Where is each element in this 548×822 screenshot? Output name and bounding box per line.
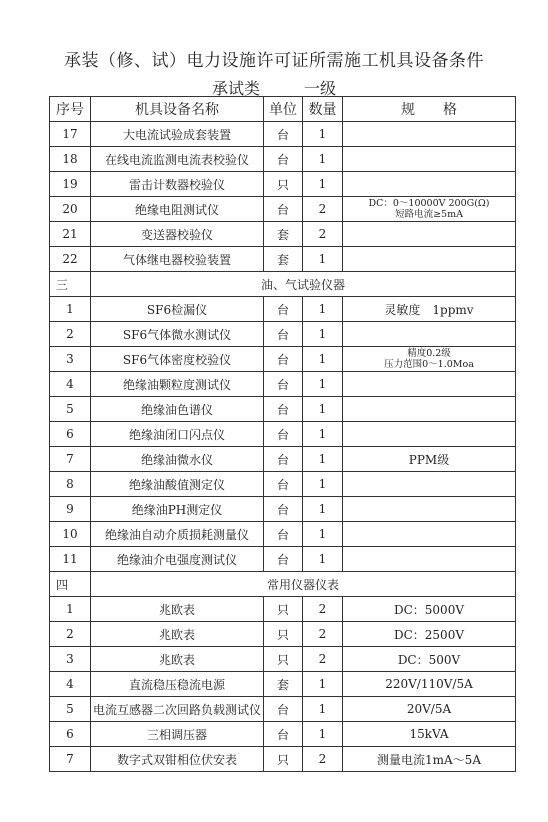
cell-spec <box>343 347 516 372</box>
cell-name: 绝缘油闭口闪点仪 <box>91 422 264 447</box>
header-qty: 数量 <box>303 97 343 122</box>
table-row <box>50 147 516 172</box>
cell-no: 4 <box>50 672 91 697</box>
cell-unit: 台 <box>264 722 303 747</box>
table-row <box>50 172 516 197</box>
spec-line: 精度0.2级 <box>407 348 451 359</box>
cell-unit: 只 <box>264 622 303 647</box>
cell-no: 3 <box>50 347 91 372</box>
cell-spec <box>343 472 516 497</box>
cell-name: SF6检漏仪 <box>91 297 264 322</box>
cell-no: 6 <box>50 722 91 747</box>
cell-name: 大电流试验成套装置 <box>91 122 264 147</box>
table-row <box>50 472 516 497</box>
section-title: 油、气试验仪器 <box>91 272 516 297</box>
cell-no: 1 <box>50 297 91 322</box>
cell-spec <box>343 422 516 447</box>
cell-no: 9 <box>50 497 91 522</box>
cell-unit: 台 <box>264 497 303 522</box>
table-row <box>50 697 516 722</box>
cell-name: 电流互感器二次回路负载测试仪 <box>91 697 264 722</box>
cell-name: 直流稳压稳流电源 <box>91 672 264 697</box>
cell-qty: 1 <box>303 247 343 272</box>
table-row <box>50 122 516 147</box>
cell-no: 21 <box>50 222 91 247</box>
cell-name: 气体继电器校验装置 <box>91 247 264 272</box>
cell-no: 11 <box>50 547 91 572</box>
cell-name: 绝缘油介电强度测试仪 <box>91 547 264 572</box>
table-row <box>50 647 516 672</box>
table-row <box>50 422 516 447</box>
cell-spec <box>343 722 516 747</box>
cell-unit: 台 <box>264 147 303 172</box>
cell-unit: 套 <box>264 672 303 697</box>
cell-unit: 台 <box>264 522 303 547</box>
cell-no: 20 <box>50 197 91 222</box>
spec-line: DC：500V <box>397 652 461 667</box>
header-name: 机具设备名称 <box>91 97 264 122</box>
cell-qty: 1 <box>303 347 343 372</box>
spec-line: PPM级 <box>408 452 450 467</box>
spec-line: 压力范围0～1.0Moa <box>384 359 474 370</box>
cell-qty: 1 <box>303 722 343 747</box>
spec-line: 20V/5A <box>406 702 452 716</box>
spec-line: 测量电流1mA～5A <box>377 752 481 767</box>
cell-no: 5 <box>50 397 91 422</box>
cell-no: 4 <box>50 372 91 397</box>
cell-name: 兆欧表 <box>91 597 264 622</box>
cell-qty: 1 <box>303 172 343 197</box>
cell-qty: 1 <box>303 672 343 697</box>
cell-unit: 套 <box>264 222 303 247</box>
cell-spec <box>343 172 516 197</box>
cell-qty: 1 <box>303 422 343 447</box>
cell-unit: 只 <box>264 597 303 622</box>
cell-qty: 2 <box>303 597 343 622</box>
table-row <box>50 597 516 622</box>
level-label: 一级 <box>304 79 337 98</box>
cell-unit: 台 <box>264 322 303 347</box>
cell-qty: 2 <box>303 622 343 647</box>
table-row <box>50 622 516 647</box>
cell-name: 三相调压器 <box>91 722 264 747</box>
cell-no: 5 <box>50 697 91 722</box>
cell-unit: 台 <box>264 547 303 572</box>
table-section-row <box>50 272 516 297</box>
cell-qty: 1 <box>303 372 343 397</box>
table-section-row <box>50 572 516 597</box>
cell-name: 绝缘油酸值测定仪 <box>91 472 264 497</box>
table-row <box>50 522 516 547</box>
cell-qty: 2 <box>303 647 343 672</box>
cell-qty: 2 <box>303 197 343 222</box>
table-row <box>50 222 516 247</box>
cell-unit: 台 <box>264 422 303 447</box>
cell-qty: 1 <box>303 122 343 147</box>
cell-qty: 1 <box>303 697 343 722</box>
cell-spec <box>343 647 516 672</box>
section-number: 四 <box>50 572 91 597</box>
cell-spec <box>343 697 516 722</box>
table-row <box>50 497 516 522</box>
cell-qty: 2 <box>303 222 343 247</box>
table-row <box>50 322 516 347</box>
table-row <box>50 722 516 747</box>
cell-unit: 台 <box>264 472 303 497</box>
cell-unit: 台 <box>264 197 303 222</box>
cell-no: 18 <box>50 147 91 172</box>
header-spec: 规 格 <box>343 97 516 122</box>
cell-unit: 只 <box>264 647 303 672</box>
cell-spec <box>343 672 516 697</box>
cell-no: 7 <box>50 747 91 772</box>
cell-no: 6 <box>50 422 91 447</box>
cell-qty: 1 <box>303 497 343 522</box>
cell-name: 数字式双钳相位伏安表 <box>91 747 264 772</box>
cell-unit: 台 <box>264 297 303 322</box>
table-row <box>50 747 516 772</box>
cell-name: 雷击计数器校验仪 <box>91 172 264 197</box>
cell-qty: 1 <box>303 472 343 497</box>
section-title: 常用仪器仪表 <box>91 572 516 597</box>
spec-line: DC：0～10000V 200G(Ω) <box>368 198 490 209</box>
cell-unit: 只 <box>264 747 303 772</box>
cell-spec <box>343 147 516 172</box>
cell-name: 绝缘油PH测定仪 <box>91 497 264 522</box>
cell-spec <box>343 322 516 347</box>
page-title: 承装（修、试）电力设施许可证所需施工机具设备条件 <box>64 51 484 71</box>
cell-name: 兆欧表 <box>91 622 264 647</box>
cell-name: 兆欧表 <box>91 647 264 672</box>
header-unit: 单位 <box>264 97 303 122</box>
cell-spec <box>343 122 516 147</box>
table-row <box>50 672 516 697</box>
cell-spec <box>343 397 516 422</box>
cell-qty: 1 <box>303 447 343 472</box>
cell-name: 绝缘电阻测试仪 <box>91 197 264 222</box>
cell-spec <box>343 622 516 647</box>
cell-name: SF6气体微水测试仪 <box>91 322 264 347</box>
cell-qty: 1 <box>303 522 343 547</box>
cell-unit: 套 <box>264 247 303 272</box>
header-no: 序号 <box>50 97 91 122</box>
spec-line: DC：2500V <box>393 627 464 642</box>
table-row <box>50 397 516 422</box>
category-label: 承试类 <box>211 79 260 98</box>
cell-spec <box>343 372 516 397</box>
cell-spec <box>343 597 516 622</box>
cell-spec <box>343 197 516 222</box>
table-row <box>50 247 516 272</box>
cell-unit: 台 <box>264 122 303 147</box>
cell-spec <box>343 222 516 247</box>
cell-name: 绝缘油色谱仪 <box>91 397 264 422</box>
cell-qty: 1 <box>303 547 343 572</box>
spec-line: 灵敏度 1ppmv <box>384 302 474 317</box>
cell-unit: 台 <box>264 372 303 397</box>
table-row <box>50 197 516 222</box>
table-header-row <box>50 97 516 122</box>
table-row <box>50 547 516 572</box>
cell-qty: 1 <box>303 297 343 322</box>
cell-spec <box>343 497 516 522</box>
cell-spec <box>343 447 516 472</box>
section-number: 三 <box>50 272 91 297</box>
table-row <box>50 447 516 472</box>
cell-spec <box>343 522 516 547</box>
cell-name: 绝缘油自动介质损耗测量仪 <box>91 522 264 547</box>
spec-line: 220V/110V/5A <box>385 677 473 691</box>
spec-line: DC：5000V <box>393 602 464 617</box>
cell-unit: 台 <box>264 347 303 372</box>
cell-no: 10 <box>50 522 91 547</box>
cell-unit: 只 <box>264 172 303 197</box>
cell-spec <box>343 247 516 272</box>
cell-qty: 1 <box>303 322 343 347</box>
table-row <box>50 347 516 372</box>
cell-spec <box>343 297 516 322</box>
equipment-table <box>49 96 516 772</box>
cell-spec <box>343 747 516 772</box>
cell-no: 8 <box>50 472 91 497</box>
spec-line: 短路电流≥5mA <box>395 209 463 220</box>
cell-no: 2 <box>50 322 91 347</box>
cell-qty: 1 <box>303 397 343 422</box>
spec-line: 15kVA <box>409 727 449 741</box>
cell-unit: 台 <box>264 447 303 472</box>
cell-name: 绝缘油颗粒度测试仪 <box>91 372 264 397</box>
cell-no: 22 <box>50 247 91 272</box>
cell-qty: 1 <box>303 147 343 172</box>
cell-unit: 台 <box>264 697 303 722</box>
cell-no: 1 <box>50 597 91 622</box>
cell-name: 在线电流监测电流表校验仪 <box>91 147 264 172</box>
cell-spec <box>343 547 516 572</box>
table-row <box>50 372 516 397</box>
cell-no: 7 <box>50 447 91 472</box>
cell-no: 17 <box>50 122 91 147</box>
cell-no: 19 <box>50 172 91 197</box>
cell-name: 绝缘油微水仪 <box>91 447 264 472</box>
cell-name: 变送器校验仪 <box>91 222 264 247</box>
cell-unit: 台 <box>264 397 303 422</box>
cell-name: SF6气体密度校验仪 <box>91 347 264 372</box>
table-row <box>50 297 516 322</box>
cell-no: 2 <box>50 622 91 647</box>
cell-qty: 2 <box>303 747 343 772</box>
cell-no: 3 <box>50 647 91 672</box>
